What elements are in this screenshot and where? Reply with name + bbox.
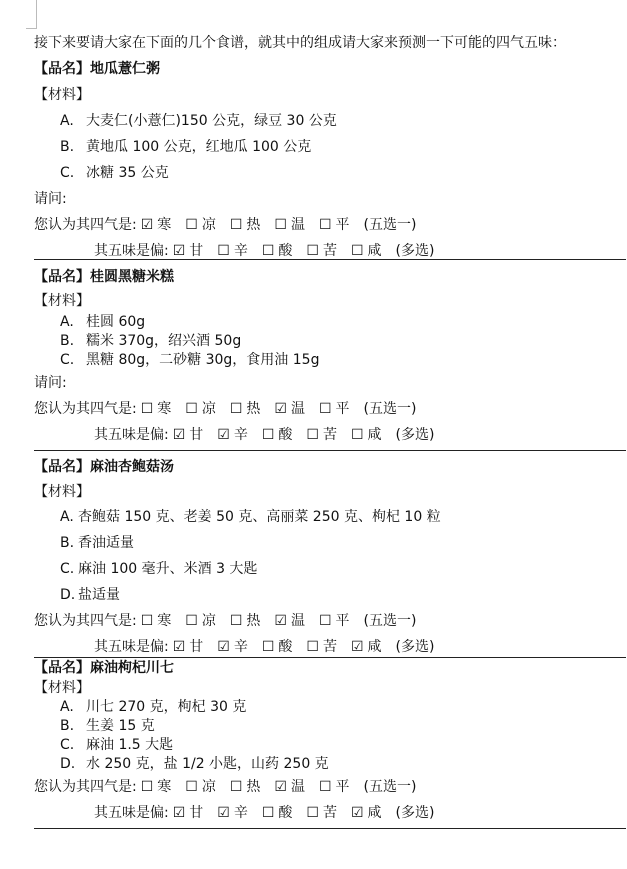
siqi-option-寒[interactable] [141,396,172,422]
siqi-option-热[interactable] [230,396,261,422]
option-label: 平 [335,779,350,795]
item-label: A. [60,113,74,129]
unchecked-box-icon[interactable]: ☐ [140,779,154,795]
siqi-option-平[interactable] [319,212,350,238]
item-text: 大麦仁(小薏仁)150 公克，绿豆 30 公克 [86,113,337,129]
material-item [34,717,626,736]
unchecked-box-icon[interactable]: ☐ [306,243,319,259]
material-item [34,582,626,608]
option-label: 寒 [157,401,172,417]
recipe-title [34,454,626,480]
option-label: 酸 [278,427,293,443]
recipe-title [34,658,626,678]
item-text: 香油适量 [78,535,134,551]
unchecked-box-icon[interactable]: ☐ [261,639,275,655]
recipe-name: 麻油枸杞川七 [90,660,174,676]
option-label: 辛 [233,427,248,443]
unchecked-box-icon[interactable]: ☐ [229,401,243,417]
materials-label: 【材料】 [34,680,90,696]
item-text: 黑糖 80g，二砂糖 30g，食用油 15g [86,352,320,368]
siqi-option-平[interactable] [319,608,350,634]
checked-box-icon[interactable]: ☑ [217,639,230,655]
option-label: 热 [246,217,261,233]
option-label: 甘 [189,243,204,259]
materials-label: 【材料】 [34,87,90,103]
option-label: 甘 [189,427,204,443]
item-label: D. [60,756,76,772]
wuwei-option-甘[interactable] [173,422,204,448]
checked-box-icon[interactable]: ☑ [350,639,364,655]
item-label: B. [60,535,75,551]
siqi-option-温[interactable] [274,212,305,238]
checked-box-icon[interactable]: ☑ [274,779,287,795]
unchecked-box-icon[interactable]: ☐ [350,243,364,259]
unchecked-box-icon[interactable]: ☐ [261,427,275,443]
recipe-section [34,658,626,826]
multi-choice-hint: (多选) [395,243,435,259]
wuwei-option-辛[interactable] [217,422,248,448]
wuwei-option-苦[interactable] [306,800,337,826]
option-label: 咸 [367,427,382,443]
material-item [34,736,626,755]
recipe-name: 麻油杏鲍菇汤 [90,459,174,475]
wuwei-option-辛[interactable] [217,800,248,826]
option-label: 凉 [201,401,216,417]
siqi-option-寒[interactable] [141,608,172,634]
option-label: 辛 [233,639,248,655]
unchecked-box-icon[interactable]: ☐ [274,217,287,233]
unchecked-box-icon[interactable]: ☐ [229,217,243,233]
option-label: 平 [335,217,350,233]
siqi-prompt: 您认为其四气是: [34,779,137,795]
checked-box-icon[interactable]: ☑ [172,243,186,259]
unchecked-box-icon[interactable]: ☐ [306,639,319,655]
unchecked-box-icon[interactable]: ☐ [261,243,275,259]
option-label: 热 [246,779,261,795]
wuwei-option-苦[interactable] [306,238,337,264]
siqi-option-凉[interactable] [185,774,216,800]
unchecked-box-icon[interactable]: ☐ [229,613,243,629]
title-prefix: 【品名】 [34,459,90,475]
wuwei-prompt: 其五味是偏: [94,243,169,259]
item-text: 黄地瓜 100 公克，红地瓜 100 公克 [86,139,312,155]
option-label: 寒 [157,779,172,795]
item-text: 桂圆 60g [86,314,146,330]
option-label: 热 [246,613,261,629]
siqi-option-热[interactable] [230,212,261,238]
unchecked-box-icon[interactable]: ☐ [185,613,198,629]
single-choice-hint: (五选一) [363,217,417,233]
material-item [34,108,626,134]
item-text: 杏鲍菇 150 克、老姜 50 克、高丽菜 250 克、枸杞 10 粒 [78,509,441,525]
wuwei-option-咸[interactable] [351,238,382,264]
unchecked-box-icon[interactable]: ☐ [306,427,319,443]
single-choice-hint: (五选一) [363,613,417,629]
title-prefix: 【品名】 [34,269,90,285]
item-label: C. [60,165,75,181]
option-label: 寒 [157,613,172,629]
checked-box-icon[interactable]: ☑ [140,217,154,233]
option-label: 温 [290,217,305,233]
siqi-option-寒[interactable] [141,774,172,800]
option-label: 辛 [233,805,248,821]
checked-box-icon[interactable]: ☑ [274,613,287,629]
checked-box-icon[interactable]: ☑ [217,427,230,443]
unchecked-box-icon[interactable]: ☐ [318,779,332,795]
option-label: 咸 [367,243,382,259]
siqi-prompt: 您认为其四气是: [34,401,137,417]
title-prefix: 【品名】 [34,660,90,676]
checked-box-icon[interactable]: ☑ [172,427,186,443]
item-text: 川七 270 克，枸杞 30 克 [86,699,247,715]
item-label: C. [60,352,75,368]
section-divider [34,828,626,829]
multi-choice-hint: (多选) [395,427,435,443]
wuwei-option-辛[interactable] [217,238,248,264]
checked-box-icon[interactable]: ☑ [274,401,287,417]
option-label: 温 [290,401,305,417]
option-label: 苦 [322,639,337,655]
option-label: 酸 [278,639,293,655]
option-label: 酸 [278,805,293,821]
wuwei-prompt: 其五味是偏: [94,805,169,821]
question-label: 请问: [34,375,67,391]
checked-box-icon[interactable]: ☑ [350,805,364,821]
option-label: 甘 [189,639,204,655]
section-divider [34,450,626,451]
wuwei-option-咸[interactable] [351,422,382,448]
unchecked-box-icon[interactable]: ☐ [185,217,198,233]
unchecked-box-icon[interactable]: ☐ [318,217,332,233]
unchecked-box-icon[interactable]: ☐ [140,401,154,417]
siqi-option-温[interactable] [274,774,305,800]
recipe-section [34,56,626,264]
option-label: 平 [335,613,350,629]
item-label: C. [60,737,75,753]
unchecked-box-icon[interactable]: ☐ [185,401,198,417]
question-label: 请问: [34,191,67,207]
wuwei-question [34,238,626,264]
item-text: 水 250 克，盐 1/2 小匙，山药 250 克 [86,756,329,772]
single-choice-hint: (五选一) [363,779,417,795]
siqi-question [34,212,626,238]
option-label: 咸 [367,805,382,821]
option-label: 温 [290,779,305,795]
option-label: 寒 [157,217,172,233]
siqi-option-凉[interactable] [185,608,216,634]
option-label: 辛 [233,243,248,259]
multi-choice-hint: (多选) [395,805,435,821]
material-item [34,351,626,370]
material-item [34,530,626,556]
material-item [34,504,626,530]
material-item [34,134,626,160]
multi-choice-hint: (多选) [395,639,435,655]
single-choice-hint: (五选一) [363,401,417,417]
siqi-question [34,396,626,422]
wuwei-option-酸[interactable] [262,238,293,264]
recipe-section [34,264,626,448]
item-label: B. [60,718,75,734]
unchecked-box-icon[interactable]: ☐ [350,427,364,443]
siqi-option-寒[interactable] [141,212,172,238]
title-prefix: 【品名】 [34,61,90,77]
unchecked-box-icon[interactable]: ☐ [306,805,319,821]
option-label: 凉 [201,217,216,233]
material-item [34,698,626,717]
option-label: 苦 [322,243,337,259]
siqi-question [34,774,626,800]
wuwei-option-酸[interactable] [262,800,293,826]
item-label: A. [60,509,74,525]
siqi-option-平[interactable] [319,774,350,800]
unchecked-box-icon[interactable]: ☐ [318,401,332,417]
wuwei-option-酸[interactable] [262,422,293,448]
item-text: 麻油 100 毫升、米酒 3 大匙 [78,561,258,577]
option-label: 凉 [201,779,216,795]
wuwei-option-甘[interactable] [173,238,204,264]
wuwei-prompt: 其五味是偏: [94,427,169,443]
item-label: A. [60,699,74,715]
option-label: 酸 [278,243,293,259]
item-label: B. [60,139,75,155]
material-item [34,160,626,186]
item-text: 糯米 370g，绍兴酒 50g [86,333,242,349]
recipe-section [34,454,626,660]
option-label: 凉 [201,613,216,629]
siqi-prompt: 您认为其四气是: [34,217,137,233]
recipe-name: 桂圆黑糖米糕 [90,269,174,285]
unchecked-box-icon[interactable]: ☐ [261,805,275,821]
item-text: 麻油 1.5 大匙 [86,737,174,753]
siqi-option-温[interactable] [274,396,305,422]
item-text: 盐适量 [78,587,120,603]
unchecked-box-icon[interactable]: ☐ [217,243,230,259]
recipe-title [34,56,626,82]
item-text: 冰糖 35 公克 [86,165,169,181]
item-label: A. [60,314,74,330]
siqi-prompt: 您认为其四气是: [34,613,137,629]
item-label: C. [60,561,75,577]
page-corner-mark [26,0,37,29]
wuwei-prompt: 其五味是偏: [94,639,169,655]
option-label: 温 [290,613,305,629]
unchecked-box-icon[interactable]: ☐ [185,779,198,795]
checked-box-icon[interactable]: ☑ [172,805,186,821]
item-text: 生姜 15 克 [86,718,155,734]
siqi-option-凉[interactable] [185,396,216,422]
section-divider [34,259,626,260]
material-item [34,556,626,582]
siqi-option-平[interactable] [319,396,350,422]
option-label: 平 [335,401,350,417]
option-label: 热 [246,401,261,417]
recipe-title [34,264,626,290]
recipe-name: 地瓜薏仁粥 [90,61,160,77]
siqi-option-温[interactable] [274,608,305,634]
wuwei-option-甘[interactable] [173,800,204,826]
siqi-question [34,608,626,634]
checked-box-icon[interactable]: ☑ [172,639,186,655]
item-label: D. [60,587,76,603]
intro-text: 接下来要请大家在下面的几个食谱，就其中的组成请大家来预测一下可能的四气五味： [34,35,566,51]
material-item [34,313,626,332]
siqi-option-热[interactable] [230,774,261,800]
unchecked-box-icon[interactable]: ☐ [229,779,243,795]
material-item [34,332,626,351]
siqi-option-凉[interactable] [185,212,216,238]
option-label: 咸 [367,639,382,655]
siqi-option-热[interactable] [230,608,261,634]
wuwei-question [34,800,626,826]
wuwei-option-苦[interactable] [306,422,337,448]
item-label: B. [60,333,75,349]
material-item [34,755,626,774]
option-label: 苦 [322,805,337,821]
wuwei-option-咸[interactable] [351,800,382,826]
wuwei-question [34,422,626,448]
option-label: 苦 [322,427,337,443]
materials-label: 【材料】 [34,484,90,500]
unchecked-box-icon[interactable]: ☐ [140,613,154,629]
option-label: 甘 [189,805,204,821]
unchecked-box-icon[interactable]: ☐ [318,613,332,629]
materials-label: 【材料】 [34,293,90,309]
checked-box-icon[interactable]: ☑ [217,805,230,821]
